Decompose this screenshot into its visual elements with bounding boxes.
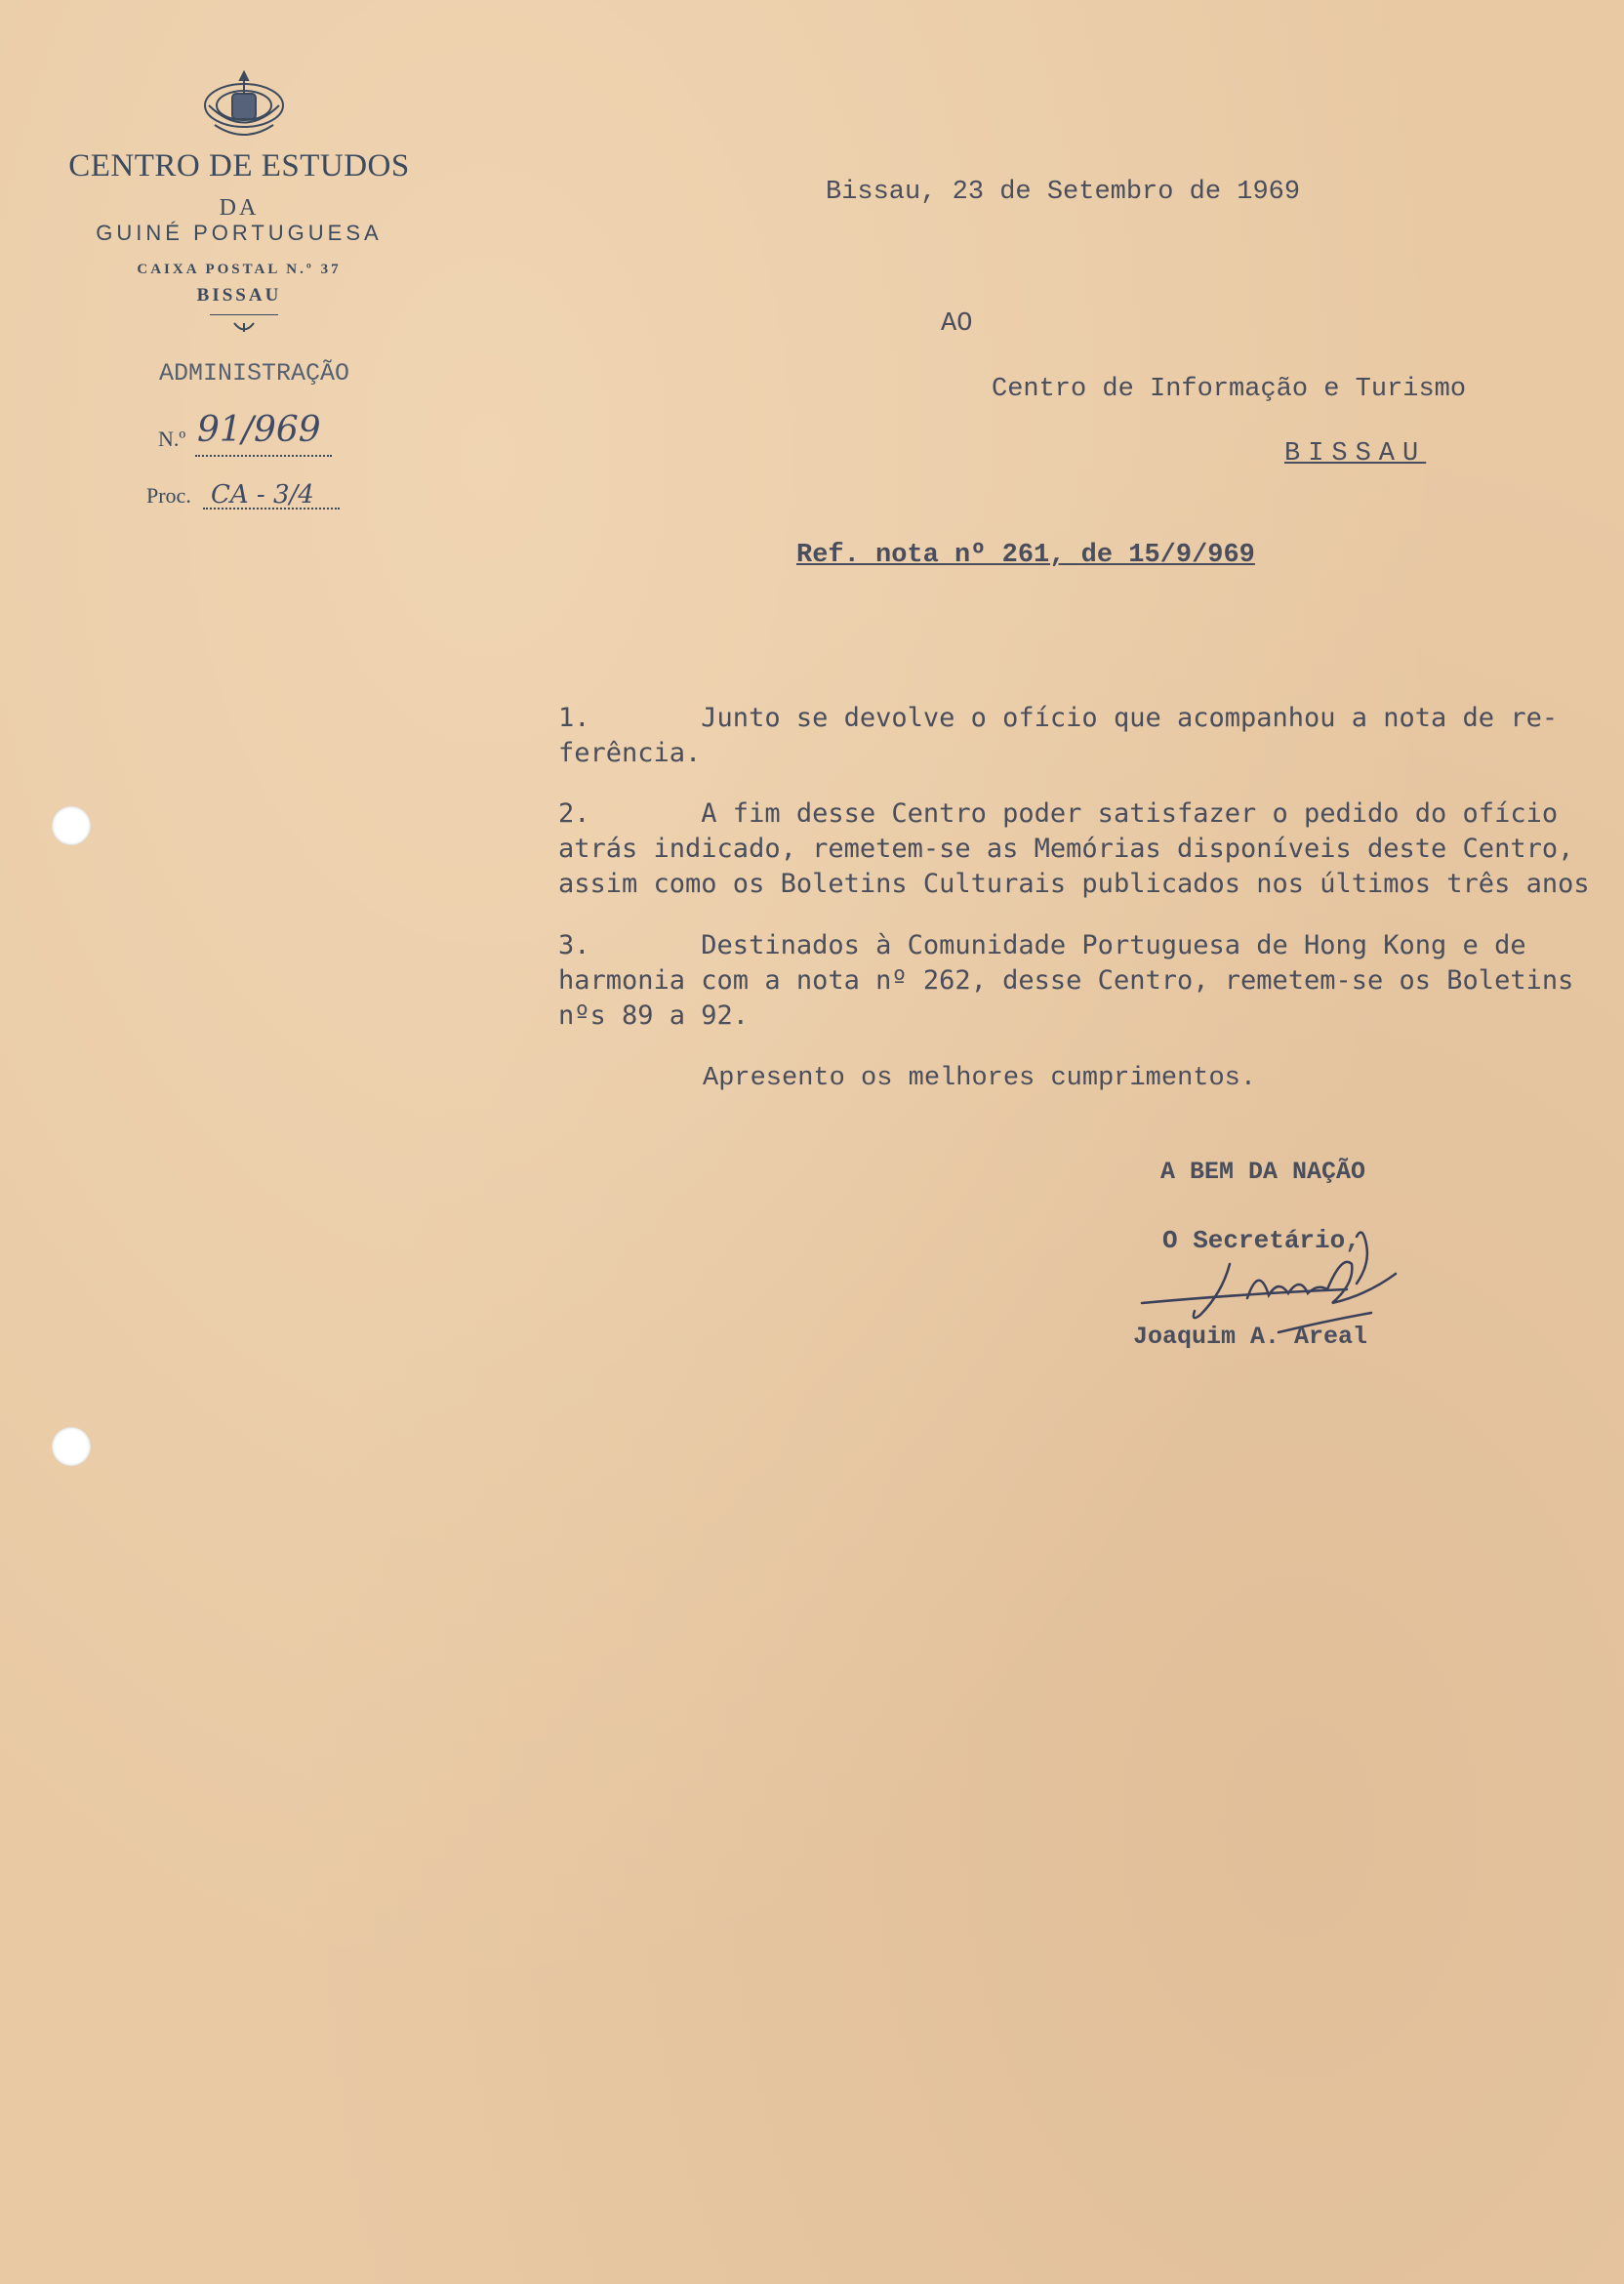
paragraph-3: 3. Destinados à Comunidade Portuguesa de Hong Kong e de harmonia com a nota nº 262, desse Centro, remetem-se os Boletins nºs 89 a 92. bbox=[558, 930, 1574, 1031]
letterhead-guine: GUINÉ PORTUGUESA bbox=[96, 221, 383, 245]
letterhead-caixa-postal: CAIXA POSTAL N.º 37 bbox=[137, 262, 342, 277]
recipient-name: Centro de Informação e Turismo bbox=[992, 375, 1467, 404]
signatory-role: O Secretário, bbox=[1162, 1226, 1360, 1255]
proc-dotted-line bbox=[203, 508, 340, 510]
reference-line: Ref. nota nº 261, de 15/9/969 bbox=[796, 541, 1255, 570]
number-value: 91/969 bbox=[197, 410, 321, 450]
coat-of-arms-icon bbox=[195, 66, 293, 144]
letter-date: Bissau, 23 de Setembro de 1969 bbox=[826, 178, 1301, 207]
proc-label: Proc. bbox=[146, 483, 191, 508]
closing-line: Apresento os melhores cumprimentos. bbox=[703, 1064, 1257, 1093]
paragraph-2: 2. A fim desse Centro poder satisfazer o pedido do ofício atrás indicado, remetem-se as Memórias disponíveis deste Centro, assim como os Boletins Culturais publicados nos últimos três anos bbox=[558, 798, 1590, 899]
punch-hole bbox=[52, 1427, 91, 1466]
ornament-icon bbox=[231, 320, 257, 336]
number-label: N.º bbox=[158, 427, 186, 451]
letterhead-city: BISSAU bbox=[196, 285, 282, 306]
admin-stamp: ADMINISTRAÇÃO bbox=[159, 359, 350, 387]
letterhead-da: DA bbox=[219, 195, 260, 221]
proc-value: CA - 3/4 bbox=[211, 480, 314, 510]
letterhead-divider bbox=[210, 314, 278, 315]
motto: A BEM DA NAÇÃO bbox=[1160, 1158, 1366, 1186]
punch-hole bbox=[52, 806, 91, 845]
signatory-name: Joaquim A. Areal bbox=[1133, 1323, 1368, 1351]
letterhead-title: CENTRO DE ESTUDOS bbox=[68, 148, 410, 184]
paragraph-1: 1. Junto se devolve o ofício que acompanhou a nota de re- ferência. bbox=[558, 703, 1559, 768]
recipient-city: BISSAU bbox=[1284, 439, 1427, 469]
number-dotted-line bbox=[195, 455, 332, 457]
letter-to: AO bbox=[941, 309, 973, 339]
